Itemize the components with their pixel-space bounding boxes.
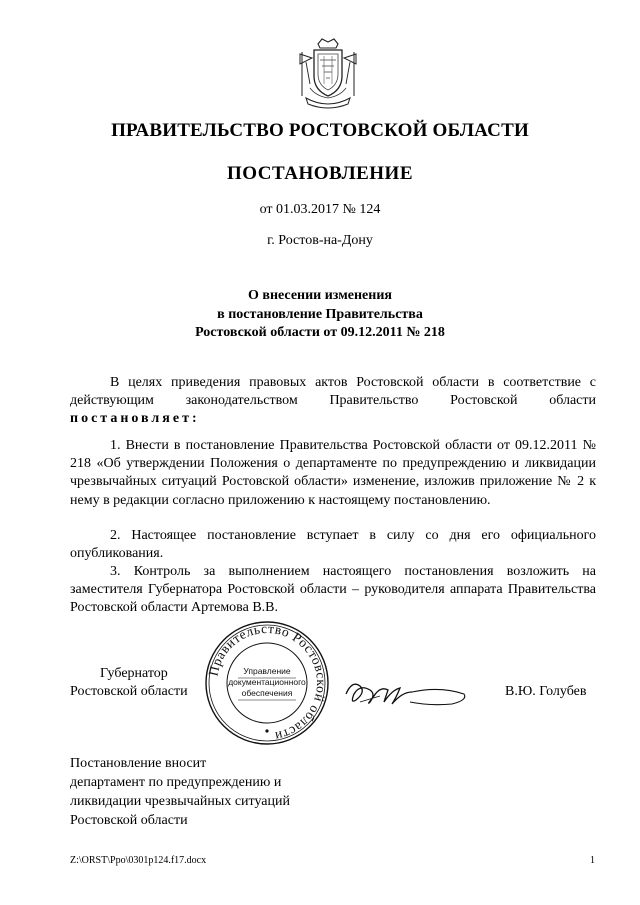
city: г. Ростов-на-Дону — [267, 233, 373, 248]
file-path: Z:\ORST\Ppo\0301p124.f17.docx — [70, 855, 207, 866]
item-2: 2. Настоящее постановление вступает в силу со дня его официального опубликования. — [70, 528, 596, 562]
submitted-by-note — [70, 754, 290, 830]
preamble-text: В целях приведения правовых актов Ростовской области в соответствие с действующим законодательством Правительство Ростовской области — [70, 375, 596, 409]
subject-line-2: в постановление Правительства — [217, 307, 423, 322]
seal-ring-text: Правительство Ростовской области — [205, 620, 330, 745]
preamble-paragraph — [70, 374, 596, 429]
document-type: ПОСТАНОВЛЕНИЕ — [226, 163, 414, 184]
signatory-position-line-2: Ростовской области — [70, 684, 188, 699]
handwritten-signature-icon — [340, 672, 470, 712]
note-line-3: ликвидации чрезвычайных ситуаций — [70, 794, 290, 809]
subject-line-1: О внесении изменения — [248, 288, 392, 303]
subject-line-3: Ростовской области от 09.12.2011 № 218 — [195, 325, 445, 340]
coat-of-arms-icon — [296, 38, 360, 110]
note-line-4: Ростовской области — [70, 813, 188, 828]
page-number: 1 — [590, 855, 595, 866]
government-title: ПРАВИТЕЛЬСТВО РОСТОВСКОЙ ОБЛАСТИ — [111, 120, 529, 141]
date-and-number: от 01.03.2017 № 124 — [259, 202, 381, 217]
note-line-2: департамент по предупреждению и — [70, 775, 282, 790]
seal-center-line-3: обеспечения — [241, 688, 293, 698]
item-3: 3. Контроль за выполнением настоящего постановления возложить на заместителя Губернатора Ростовской области – руководителя аппарата Правительства Ростовской области Артемова В.В. — [70, 564, 596, 616]
signatory-position-line-1: Губернатор — [100, 666, 168, 681]
seal-center-line-1: Управление — [243, 666, 291, 676]
signatory-name: В.Ю. Голубев — [505, 684, 587, 699]
resolves-word: постановляет: — [70, 411, 200, 427]
item-1: 1. Внести в постановление Правительства Ростовской области от 09.12.2011 № 218 «Об утверждении Положения о департаменте по предупреждению и ликвидации чрезвычайных ситуаций Ростовской области» изменение, изложив приложение № 2 к нему в редакции согласно приложению к настоящему постановлению. — [70, 438, 596, 508]
seal-center-line-2: документационного — [228, 677, 306, 687]
official-stamp-icon — [202, 618, 332, 748]
note-line-1: Постановление вносит — [70, 756, 207, 771]
